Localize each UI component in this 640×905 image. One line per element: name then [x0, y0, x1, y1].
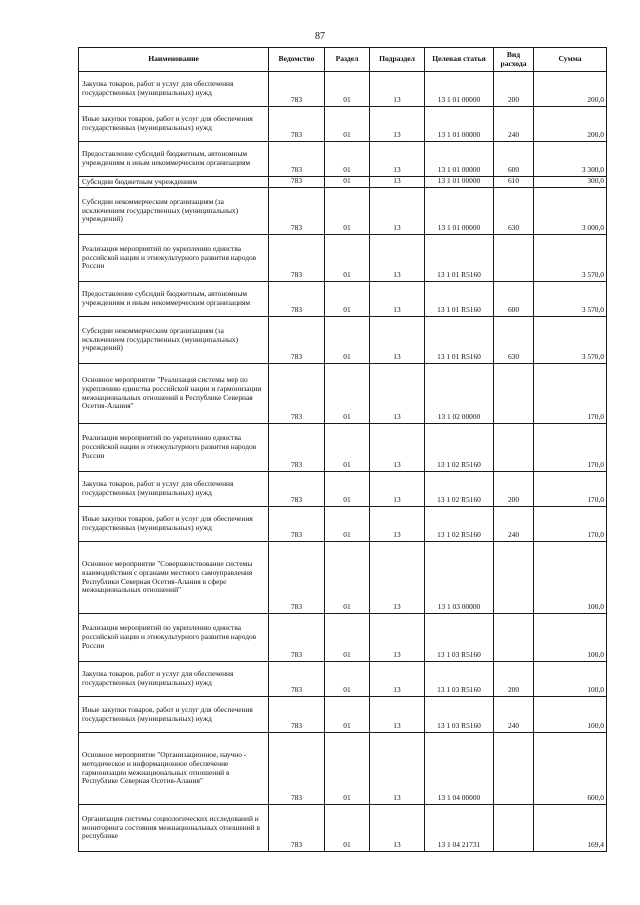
row-name: Закупка товаров, работ и услуг для обеспечения государственных (муниципальных) нужд	[79, 472, 269, 507]
table-row	[79, 72, 607, 107]
row-name: Иные закупки товаров, работ и услуг для обеспечения государственных (муниципальных) нужд	[79, 697, 269, 733]
row-amount: 100,0	[534, 697, 607, 733]
row-subsection: 13	[370, 142, 425, 177]
row-dept: 783	[269, 142, 325, 177]
table-row	[79, 107, 607, 142]
row-amount: 100,0	[534, 614, 607, 662]
row-subsection: 13	[370, 282, 425, 317]
row-section: 01	[325, 72, 370, 107]
row-expense-type: 610	[494, 177, 534, 188]
table-row	[79, 805, 607, 852]
row-dept: 783	[269, 614, 325, 662]
row-target: 13 1 03 R5160	[425, 614, 494, 662]
row-name: Основное мероприятие "Организационное, научно - методическое и информационное обеспечение гармонизации межнациональных отношений в Республике Северная Осетия-Алания"	[79, 733, 269, 805]
row-section: 01	[325, 282, 370, 317]
row-section: 01	[325, 364, 370, 424]
row-name: Реализация мероприятий по укреплению единства российской нации и этнокультурного развития народов России	[79, 614, 269, 662]
row-amount: 200,0	[534, 72, 607, 107]
header-dept: Ведомство	[269, 48, 325, 72]
row-amount: 3 570,0	[534, 317, 607, 364]
row-dept: 783	[269, 662, 325, 697]
row-section: 01	[325, 662, 370, 697]
row-amount: 170,0	[534, 364, 607, 424]
table-row	[79, 733, 607, 805]
table-row	[79, 282, 607, 317]
row-target: 13 1 03 R5160	[425, 697, 494, 733]
header-expense-type: Вид расхода	[494, 48, 534, 72]
row-subsection: 13	[370, 733, 425, 805]
row-expense-type	[494, 805, 534, 852]
row-expense-type: 630	[494, 188, 534, 235]
row-amount: 100,0	[534, 662, 607, 697]
row-subsection: 13	[370, 235, 425, 282]
table-row	[79, 542, 607, 614]
row-expense-type: 200	[494, 662, 534, 697]
row-subsection: 13	[370, 364, 425, 424]
row-target: 13 1 01 00000	[425, 142, 494, 177]
row-target: 13 1 01 R5160	[425, 235, 494, 282]
row-dept: 783	[269, 177, 325, 188]
row-amount: 100,0	[534, 542, 607, 614]
table-row	[79, 697, 607, 733]
row-expense-type: 240	[494, 507, 534, 542]
row-expense-type: 200	[494, 472, 534, 507]
row-target: 13 1 03 00000	[425, 542, 494, 614]
header-name: Наименование	[79, 48, 269, 72]
row-dept: 783	[269, 697, 325, 733]
table-row	[79, 177, 607, 188]
row-expense-type	[494, 614, 534, 662]
row-target: 13 1 01 00000	[425, 188, 494, 235]
row-name: Субсидии бюджетным учреждениям	[79, 177, 269, 188]
row-subsection: 13	[370, 507, 425, 542]
row-section: 01	[325, 235, 370, 282]
row-expense-type	[494, 733, 534, 805]
row-name: Основное мероприятие "Совершенствование системы взаимодействия с органами местного самоуправления Республики Северная Осетия-Алания в сфере межнациональных отношений"	[79, 542, 269, 614]
page-number: 87	[315, 31, 325, 42]
row-expense-type	[494, 542, 534, 614]
row-subsection: 13	[370, 805, 425, 852]
row-amount: 600,0	[534, 733, 607, 805]
row-name: Субсидии некоммерческим организациям (за исключением государственных (муниципальных) учреждений)	[79, 188, 269, 235]
row-target: 13 1 04 00000	[425, 733, 494, 805]
row-target: 13 1 01 R5160	[425, 282, 494, 317]
row-target: 13 1 03 R5160	[425, 662, 494, 697]
table-row	[79, 424, 607, 472]
table-row	[79, 472, 607, 507]
row-section: 01	[325, 472, 370, 507]
header-target: Целевая статья	[425, 48, 494, 72]
row-expense-type: 200	[494, 72, 534, 107]
table-row	[79, 614, 607, 662]
row-subsection: 13	[370, 177, 425, 188]
row-dept: 783	[269, 507, 325, 542]
row-target: 13 1 02 R5160	[425, 424, 494, 472]
row-subsection: 13	[370, 317, 425, 364]
row-amount: 3 000,0	[534, 188, 607, 235]
table-row	[79, 507, 607, 542]
row-amount: 170,0	[534, 507, 607, 542]
row-name: Иные закупки товаров, работ и услуг для обеспечения государственных (муниципальных) нужд	[79, 507, 269, 542]
table-header-row	[79, 48, 607, 72]
row-name: Реализация мероприятий по укреплению единства российской нации и этнокультурного развития народов России	[79, 424, 269, 472]
table-row	[79, 142, 607, 177]
row-section: 01	[325, 142, 370, 177]
row-dept: 783	[269, 364, 325, 424]
row-amount: 170,0	[534, 424, 607, 472]
row-amount: 3 570,0	[534, 235, 607, 282]
row-subsection: 13	[370, 188, 425, 235]
row-expense-type: 240	[494, 107, 534, 142]
row-expense-type: 600	[494, 282, 534, 317]
row-subsection: 13	[370, 424, 425, 472]
row-amount: 3 300,0	[534, 142, 607, 177]
row-name: Предоставление субсидий бюджетным, автономным учреждениям и иным некоммерческим организациям	[79, 282, 269, 317]
row-name: Субсидии некоммерческим организациям (за исключением государственных (муниципальных) учреждений)	[79, 317, 269, 364]
row-dept: 783	[269, 72, 325, 107]
row-expense-type	[494, 424, 534, 472]
row-name: Организация системы социологических исследований и мониторинга состояния межнациональных отношений в республике	[79, 805, 269, 852]
row-expense-type: 240	[494, 697, 534, 733]
row-section: 01	[325, 177, 370, 188]
row-target: 13 1 02 R5160	[425, 472, 494, 507]
row-dept: 783	[269, 542, 325, 614]
row-section: 01	[325, 107, 370, 142]
row-amount: 200,0	[534, 107, 607, 142]
row-name: Иные закупки товаров, работ и услуг для обеспечения государственных (муниципальных) нужд	[79, 107, 269, 142]
row-subsection: 13	[370, 662, 425, 697]
row-name: Предоставление субсидий бюджетным, автономным учреждениям и иным некоммерческим организациям	[79, 142, 269, 177]
row-section: 01	[325, 805, 370, 852]
table-row	[79, 235, 607, 282]
row-target: 13 1 04 21731	[425, 805, 494, 852]
row-dept: 783	[269, 805, 325, 852]
table-row	[79, 364, 607, 424]
row-dept: 783	[269, 317, 325, 364]
row-target: 13 1 02 00000	[425, 364, 494, 424]
row-subsection: 13	[370, 72, 425, 107]
table-row	[79, 662, 607, 697]
row-section: 01	[325, 317, 370, 364]
row-dept: 783	[269, 472, 325, 507]
row-name: Закупка товаров, работ и услуг для обеспечения государственных (муниципальных) нужд	[79, 662, 269, 697]
header-section: Раздел	[325, 48, 370, 72]
row-subsection: 13	[370, 697, 425, 733]
row-target: 13 1 01 R5160	[425, 317, 494, 364]
row-name: Реализация мероприятий по укреплению единства российской нации и этнокультурного развития народов России	[79, 235, 269, 282]
row-amount: 3 570,0	[534, 282, 607, 317]
row-amount: 170,0	[534, 472, 607, 507]
row-section: 01	[325, 507, 370, 542]
header-amount: Сумма	[534, 48, 607, 72]
row-amount: 169,4	[534, 805, 607, 852]
row-dept: 783	[269, 107, 325, 142]
row-target: 13 1 01 00000	[425, 72, 494, 107]
row-subsection: 13	[370, 107, 425, 142]
row-target: 13 1 02 R5160	[425, 507, 494, 542]
row-section: 01	[325, 697, 370, 733]
row-expense-type	[494, 235, 534, 282]
row-name: Основное мероприятие "Реализация системы мер по укреплению единства российской нации и гармонизации межнациональных отношений в Республике Северная Осетия-Алания"	[79, 364, 269, 424]
row-expense-type: 600	[494, 142, 534, 177]
row-dept: 783	[269, 282, 325, 317]
row-amount: 300,0	[534, 177, 607, 188]
row-subsection: 13	[370, 614, 425, 662]
row-dept: 783	[269, 188, 325, 235]
row-section: 01	[325, 188, 370, 235]
row-section: 01	[325, 614, 370, 662]
row-expense-type: 630	[494, 317, 534, 364]
row-dept: 783	[269, 235, 325, 282]
table-row	[79, 188, 607, 235]
row-target: 13 1 01 00000	[425, 177, 494, 188]
row-section: 01	[325, 424, 370, 472]
row-target: 13 1 01 00000	[425, 107, 494, 142]
row-section: 01	[325, 733, 370, 805]
row-name: Закупка товаров, работ и услуг для обеспечения государственных (муниципальных) нужд	[79, 72, 269, 107]
table-row	[79, 317, 607, 364]
row-section: 01	[325, 542, 370, 614]
row-subsection: 13	[370, 472, 425, 507]
row-dept: 783	[269, 733, 325, 805]
budget-table	[78, 47, 607, 852]
row-subsection: 13	[370, 542, 425, 614]
header-subsection: Подраздел	[370, 48, 425, 72]
row-dept: 783	[269, 424, 325, 472]
row-expense-type	[494, 364, 534, 424]
